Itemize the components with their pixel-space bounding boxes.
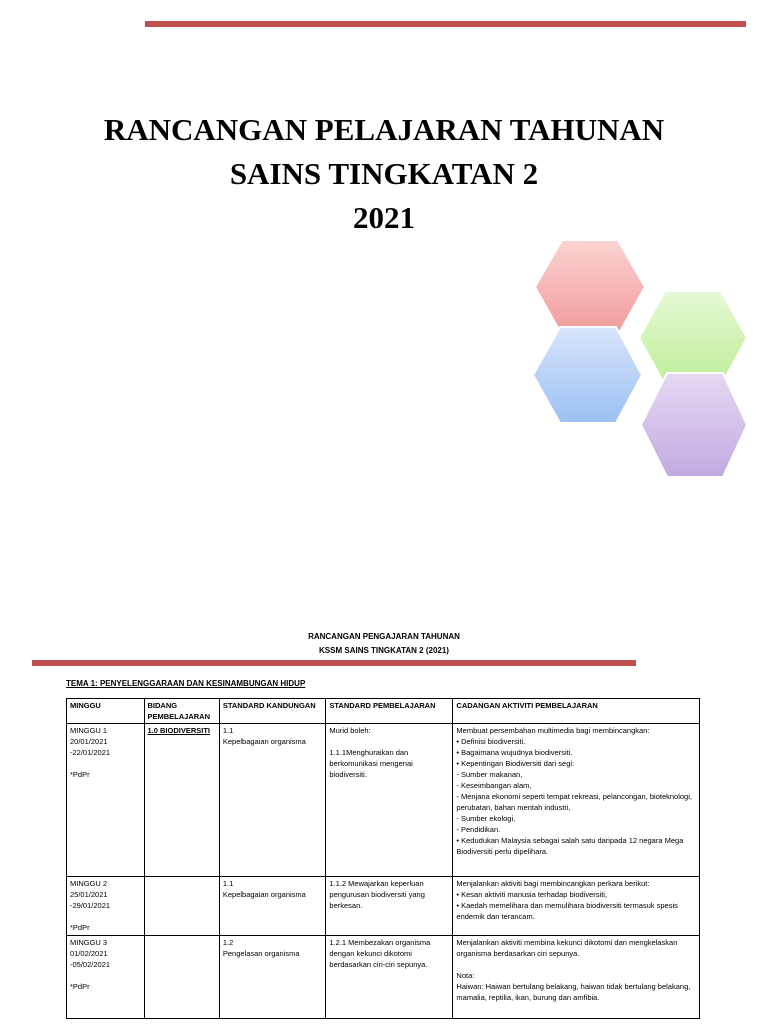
bidang-cell (144, 724, 219, 877)
sp-intro: Murid boleh: (329, 726, 371, 735)
document-subtitle: KSSM SAINS TINGKATAN 2 (2021) (319, 646, 449, 655)
activity-line: • Kaedah memelihara dan memulihara biodiversiti termasuk spesis endemik dan terancam. (456, 901, 678, 921)
lesson-plan-table (66, 698, 700, 1019)
green-hexagon (639, 291, 747, 385)
cover-title-year: 2021 (353, 200, 415, 235)
week-note: *PdPr (70, 923, 90, 932)
sk-code: 1.1 (222, 726, 234, 735)
pink-hexagon (535, 240, 645, 335)
header-standard-pembelajaran: STANDARD PEMBELAJARAN (326, 699, 453, 724)
table-row (67, 936, 700, 1019)
sk-code: 1.1 (222, 879, 234, 888)
activity-line: Membuat persembahan multimedia bagi membincangkan: (456, 726, 650, 735)
activity-line: Nota: (456, 971, 475, 980)
header-standard-kandungan: STANDARD KANDUNGAN (219, 699, 326, 724)
theme-name: PENYELENGGARAAN DAN KESINAMBUNGAN HIDUP (99, 679, 306, 688)
standard-kandungan-cell (219, 936, 326, 1019)
sk-code: 1.2 (222, 938, 234, 947)
week-label: MINGGU 1 (70, 726, 108, 735)
table-row (67, 724, 700, 877)
activity-line: - Keseimbangan alam, (456, 781, 532, 790)
header-minggu: MINGGU (67, 699, 145, 724)
table-row (67, 877, 700, 936)
purple-hexagon (641, 373, 747, 477)
theme-label: TEMA 1: (66, 679, 100, 688)
week-dates: 25/01/2021 -29/01/2021 (70, 890, 111, 910)
activity-line: - Sumber makanan, (456, 770, 523, 779)
hexagon-cluster (525, 235, 755, 485)
activity-cell (453, 724, 700, 877)
standard-pembelajaran-cell (326, 724, 453, 877)
cover-title-line2: SAINS TINGKATAN 2 (229, 156, 539, 191)
week-note: *PdPr (70, 982, 90, 991)
header-cadangan-aktiviti: CADANGAN AKTIVITI PEMBELAJARAN (453, 699, 700, 724)
sp-text: 1.2.1 Membezakan organisma dengan kekunci dikotomi berdasarkan ciri-ciri sepunya. (329, 938, 431, 969)
week-cell (67, 877, 145, 936)
week-label: MINGGU 2 (70, 879, 108, 888)
standard-kandungan-cell (219, 724, 326, 877)
week-cell (67, 936, 145, 1019)
activity-cell (453, 877, 700, 936)
cover-title-line1: RANCANGAN PELAJARAN TAHUNAN (103, 112, 665, 147)
week-dates: 01/02/2021 -05/02/2021 (70, 949, 111, 969)
activity-line: • Kesan aktiviti manusia terhadap biodiversiti, (456, 890, 608, 899)
activity-line: - Sumber ekologi, (456, 814, 516, 823)
header-bidang: BIDANG PEMBELAJARAN (144, 699, 219, 724)
top-accent-bar (145, 21, 746, 27)
bidang-label: 1.0 BIODIVERSITI (147, 726, 211, 735)
bidang-cell (144, 877, 219, 936)
sp-text: 1.1.1Menghuraikan dan berkomunikasi mengenai biodiversiti. (329, 748, 413, 779)
activity-line: Menjalankan aktiviti bagi membincangkan perkara berikut: (456, 879, 650, 888)
activity-line: • Bagaimana wujudnya biodiversiti. (456, 748, 573, 757)
week-label: MINGGU 3 (70, 938, 108, 947)
standard-pembelajaran-cell (326, 936, 453, 1019)
activity-line (456, 959, 696, 970)
middle-accent-bar (32, 660, 636, 666)
standard-kandungan-cell (219, 877, 326, 936)
bidang-cell (144, 936, 219, 1019)
sk-text: Kepelbagaian organisma (222, 890, 306, 899)
activity-line: Haiwan: Haiwan bertulang belakang, haiwan tidak bertulang belakang, mamalia, reptilia, ikan, burung dan amfibia. (456, 982, 691, 1002)
activity-line: • Definisi biodiversiti. (456, 737, 526, 746)
activity-line: Menjalankan aktiviti membina kekunci dikotomi dan mengkelaskan organisma berdasarkan ciri sepunya. (456, 938, 678, 958)
activity-line: - Menjana ekonomi seperti tempat rekreasi, pelancongan, bioteknologi, perubatan, bahan mentah industri, (456, 792, 692, 812)
sk-text: Pengelasan organisma (222, 949, 300, 958)
activity-line: • Kepentingan Biodiversiti dari segi: (456, 759, 575, 768)
sp-text: 1.1.2 Mewajarkan keperluan pengurusan biodiversiti yang berkesan. (329, 879, 425, 910)
week-cell (67, 724, 145, 877)
activity-line: • Kedudukan Malaysia sebagai salah satu daripada 12 negara Mega Biodiversiti perlu dipelihara. (456, 836, 684, 856)
week-dates: 20/01/2021 -22/01/2021 (70, 737, 111, 757)
activity-line: - Pendidikan. (456, 825, 501, 834)
document-title: RANCANGAN PENGAJARAN TAHUNAN (308, 632, 460, 641)
sk-text: Kepelbagaian organisma (222, 737, 306, 746)
week-note: *PdPr (70, 770, 90, 779)
standard-pembelajaran-cell (326, 877, 453, 936)
activity-cell (453, 936, 700, 1019)
blue-hexagon (533, 327, 642, 423)
table-header-row (67, 699, 700, 724)
theme-heading (66, 679, 305, 688)
